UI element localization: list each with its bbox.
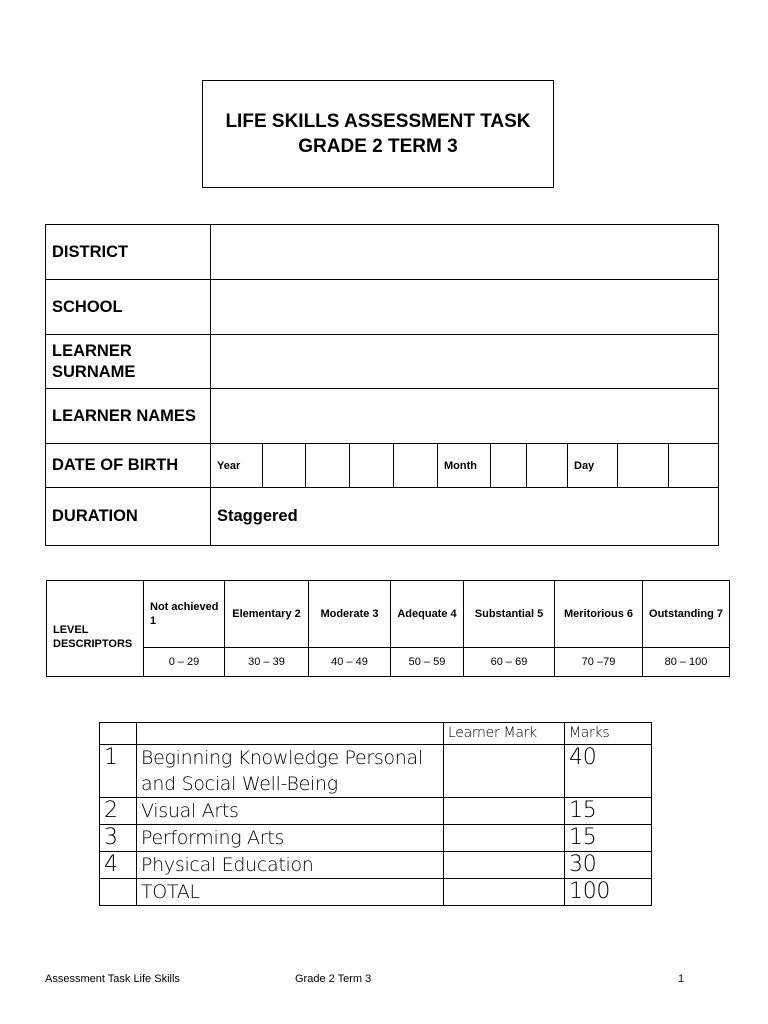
dob-label: DATE OF BIRTH bbox=[46, 444, 211, 488]
descriptor-names-row bbox=[47, 581, 730, 648]
row-marks: 15 bbox=[565, 825, 652, 852]
range-not-achieved: 0 – 29 bbox=[144, 648, 225, 677]
school-row bbox=[46, 280, 719, 335]
row-learner-mark[interactable] bbox=[444, 798, 565, 825]
row-marks: 15 bbox=[565, 798, 652, 825]
title-box bbox=[202, 80, 554, 188]
learner-names-field[interactable] bbox=[211, 389, 719, 444]
district-row bbox=[46, 225, 719, 280]
month-box-2[interactable] bbox=[527, 444, 568, 488]
marks-row bbox=[100, 798, 652, 825]
year-box-4[interactable] bbox=[394, 444, 438, 488]
row-learner-mark[interactable] bbox=[444, 825, 565, 852]
row-marks: 100 bbox=[565, 879, 652, 906]
descriptor-not-achieved: Not achieved 1 bbox=[144, 581, 225, 648]
row-number: 1 bbox=[100, 745, 137, 798]
learner-names-label: LEARNER NAMES bbox=[46, 389, 211, 444]
district-label: DISTRICT bbox=[46, 225, 211, 280]
year-label: Year bbox=[211, 444, 263, 488]
row-number bbox=[100, 879, 137, 906]
marks-table bbox=[99, 722, 652, 906]
row-learner-mark[interactable] bbox=[444, 745, 565, 798]
row-marks: 40 bbox=[565, 745, 652, 798]
day-box-2[interactable] bbox=[669, 444, 719, 488]
school-field[interactable] bbox=[211, 280, 719, 335]
level-descriptors-label: LEVEL DESCRIPTORS bbox=[47, 581, 144, 677]
learner-surname-label: LEARNER SURNAME bbox=[46, 335, 211, 389]
header-learner-mark: Learner Mark bbox=[444, 723, 565, 745]
descriptor-ranges-row bbox=[47, 648, 730, 677]
row-number: 3 bbox=[100, 825, 137, 852]
learner-names-row bbox=[46, 389, 719, 444]
row-subject: Visual Arts bbox=[137, 798, 444, 825]
descriptor-meritorious: Meritorious 6 bbox=[555, 581, 643, 648]
descriptor-substantial: Substantial 5 bbox=[464, 581, 555, 648]
year-box-2[interactable] bbox=[306, 444, 350, 488]
descriptor-outstanding: Outstanding 7 bbox=[643, 581, 730, 648]
range-outstanding: 80 – 100 bbox=[643, 648, 730, 677]
row-number: 2 bbox=[100, 798, 137, 825]
footer-page-number: 1 bbox=[678, 973, 685, 985]
footer-grade-term: Grade 2 Term 3 bbox=[295, 973, 372, 985]
title-line-1: LIFE SKILLS ASSESSMENT TASK bbox=[225, 111, 531, 132]
row-learner-mark[interactable] bbox=[444, 852, 565, 879]
descriptor-elementary: Elementary 2 bbox=[225, 581, 309, 648]
row-subject: TOTAL bbox=[137, 879, 444, 906]
year-box-3[interactable] bbox=[350, 444, 394, 488]
level-descriptors-table bbox=[46, 580, 730, 677]
row-marks: 30 bbox=[565, 852, 652, 879]
range-adequate: 50 – 59 bbox=[391, 648, 464, 677]
descriptor-adequate: Adequate 4 bbox=[391, 581, 464, 648]
marks-header-row bbox=[100, 723, 652, 745]
row-subject: Beginning Knowledge Personal and Social Well-Being bbox=[137, 745, 444, 798]
total-row bbox=[100, 879, 652, 906]
district-field[interactable] bbox=[211, 225, 719, 280]
row-learner-mark[interactable] bbox=[444, 879, 565, 906]
row-number: 4 bbox=[100, 852, 137, 879]
duration-value: Staggered bbox=[211, 488, 719, 546]
row-subject: Performing Arts bbox=[137, 825, 444, 852]
header-number bbox=[100, 723, 137, 745]
learner-surname-row bbox=[46, 335, 719, 389]
month-box-1[interactable] bbox=[491, 444, 527, 488]
duration-row bbox=[46, 488, 719, 546]
header-subject bbox=[137, 723, 444, 745]
month-label: Month bbox=[438, 444, 491, 488]
duration-label: DURATION bbox=[46, 488, 211, 546]
day-box-1[interactable] bbox=[618, 444, 669, 488]
range-elementary: 30 – 39 bbox=[225, 648, 309, 677]
range-moderate: 40 – 49 bbox=[309, 648, 391, 677]
marks-row bbox=[100, 825, 652, 852]
school-label: SCHOOL bbox=[46, 280, 211, 335]
dob-row bbox=[46, 444, 719, 488]
learner-surname-field[interactable] bbox=[211, 335, 719, 389]
range-substantial: 60 – 69 bbox=[464, 648, 555, 677]
day-label: Day bbox=[568, 444, 618, 488]
year-box-1[interactable] bbox=[263, 444, 306, 488]
row-subject: Physical Education bbox=[137, 852, 444, 879]
range-meritorious: 70 –79 bbox=[555, 648, 643, 677]
title-line-2: GRADE 2 TERM 3 bbox=[298, 136, 458, 157]
marks-row bbox=[100, 852, 652, 879]
descriptor-moderate: Moderate 3 bbox=[309, 581, 391, 648]
header-marks: Marks bbox=[565, 723, 652, 745]
footer-document-title: Assessment Task Life Skills bbox=[45, 973, 180, 985]
learner-info-table bbox=[45, 224, 719, 546]
marks-row bbox=[100, 745, 652, 798]
